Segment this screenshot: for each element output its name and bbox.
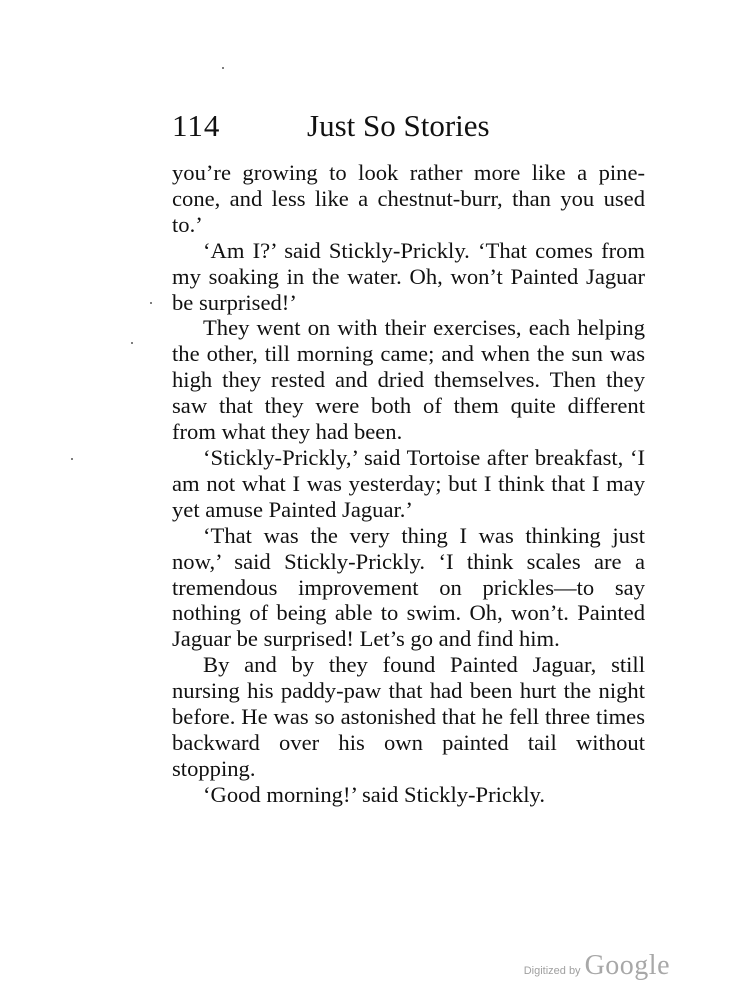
paragraph: you’re growing to look rather more like a pine-cone, and less like a chestnut-burr, than you used to.’ bbox=[172, 160, 645, 237]
page-number: 114 bbox=[172, 108, 221, 143]
paragraph: ‘That was the very thing I was thinking just now,’ said Stickly-Prickly. ‘I think scales are a tremendous improvement on prickles—to say nothing of being able to swim. Oh, won’t. Painted Jaguar be surprised! Let’s go and find him. bbox=[172, 522, 645, 652]
paragraph: ‘Stickly-Prickly,’ said Tortoise after breakfast, ‘I am not what I was yesterday; but I think that I may yet amuse Painted Jaguar.’ bbox=[172, 444, 645, 522]
running-head bbox=[172, 108, 647, 148]
paragraph: By and by they found Painted Jaguar, still nursing his paddy-paw that had been hurt the night before. He was so astonished that he fell three times backward over his own painted tail without stopping. bbox=[172, 652, 645, 781]
google-logo: Google bbox=[584, 950, 670, 981]
paragraph: ‘Good morning!’ said Stickly-Prickly. bbox=[203, 781, 545, 807]
scan-speck bbox=[131, 342, 133, 344]
watermark-prefix: Digitized by bbox=[523, 965, 581, 977]
running-title: Just So Stories bbox=[307, 108, 490, 143]
scan-speck bbox=[222, 67, 224, 69]
paragraph: They went on with their exercises, each helping the other, till morning came; and when the sun was high they rested and dried themselves. Then they saw that they were both of them quite different from what they had been. bbox=[172, 315, 645, 445]
body-text bbox=[172, 160, 645, 808]
scan-speck bbox=[150, 302, 152, 304]
digitized-watermark bbox=[524, 950, 670, 982]
scan-speck bbox=[71, 458, 73, 460]
paragraph: ‘Am I?’ said Stickly-Prickly. ‘That comes from my soaking in the water. Oh, won’t Painted Jaguar be surprised!’ bbox=[172, 237, 645, 315]
